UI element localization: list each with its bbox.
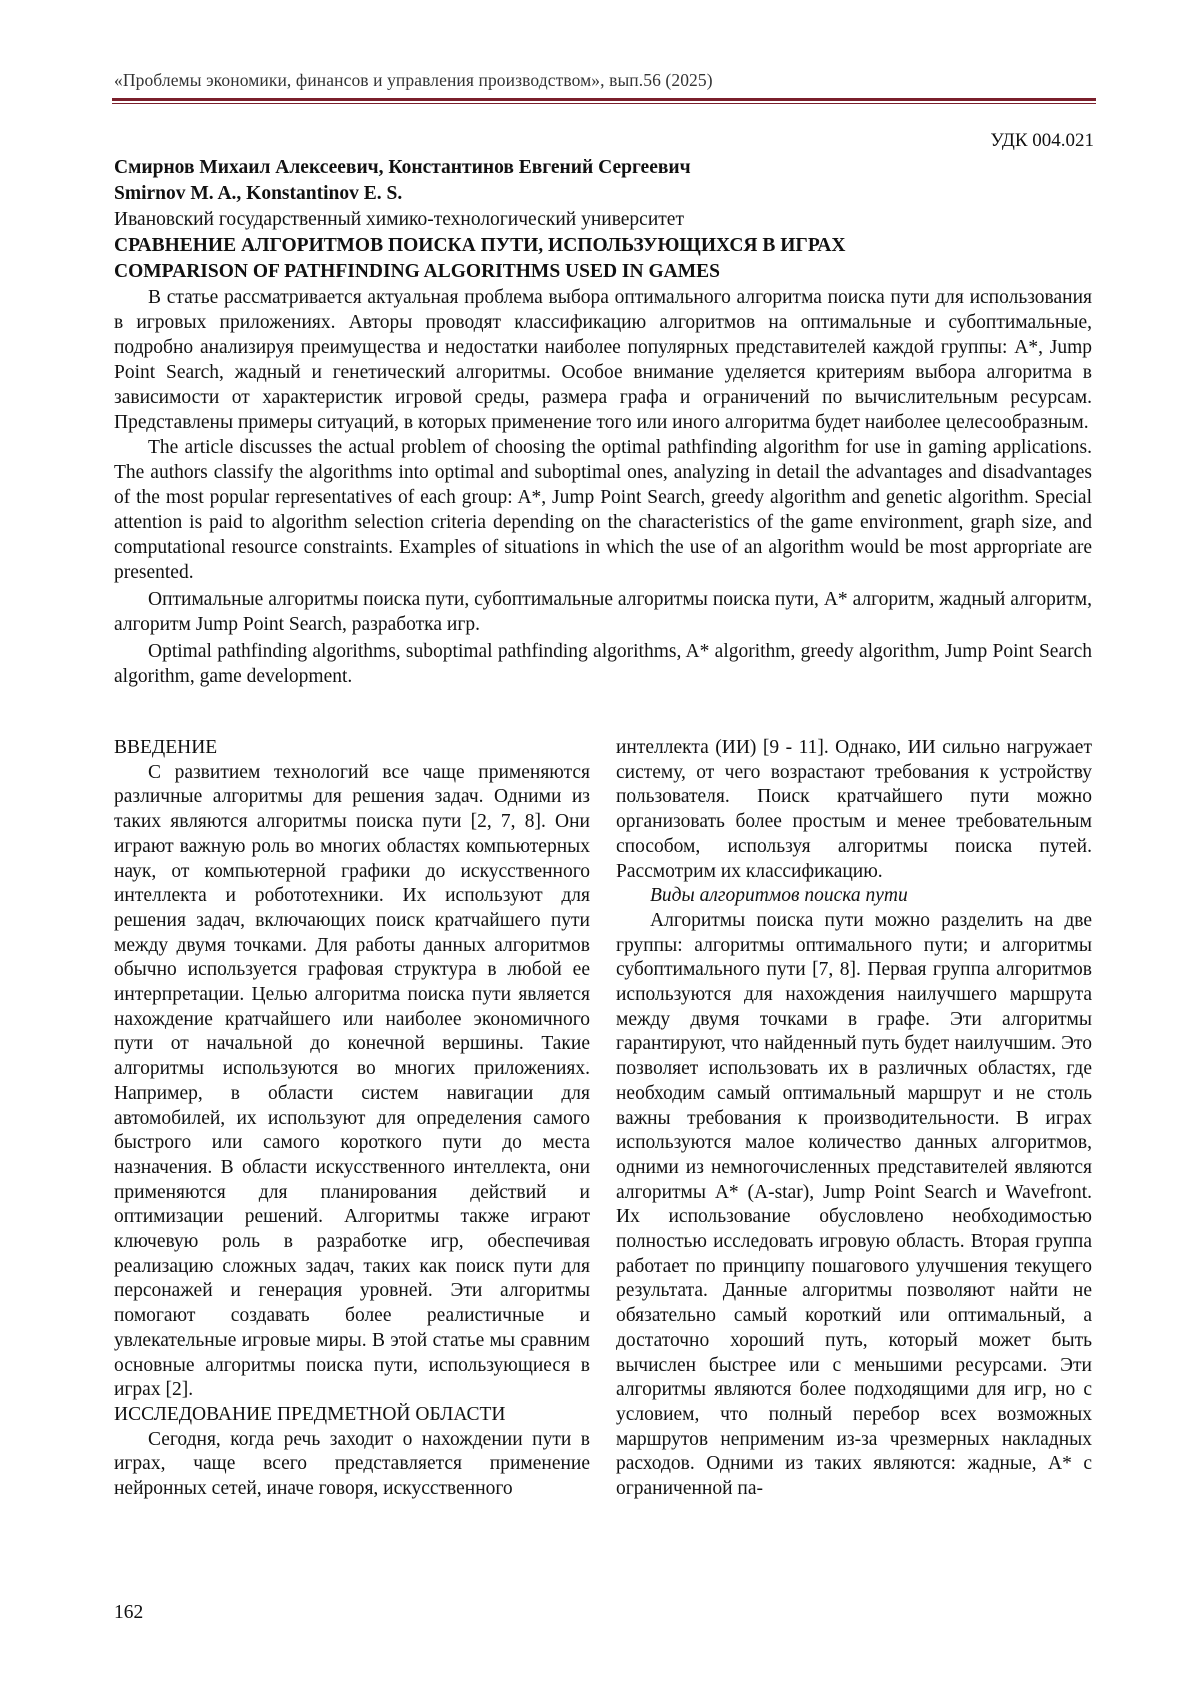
- section-heading-research: ИССЛЕДОВАНИЕ ПРЕДМЕТНОЙ ОБЛАСТИ: [114, 1403, 506, 1425]
- subheading-algorithm-types: Виды алгоритмов поиска пути: [650, 885, 908, 907]
- journal-header: «Проблемы экономики, финансов и управления производством», вып.56 (2025): [114, 70, 713, 90]
- affiliation: Ивановский государственный химико-технологический университет: [114, 209, 684, 230]
- header-rule: [112, 98, 1096, 101]
- right-column: [616, 736, 1092, 1502]
- introduction-paragraph: С развитием технологий все чаще применяются различные алгоритмы для решения задач. Одними из таких являются алгоритмы поиска пути [2, 7, 8]. Они играют важную роль во многих областях компьютерных наук, от компьютерной графики до искусственного интеллекта и робототехники. Их используют для решения задач, включающих поиск кратчайшего пути между двумя точками. Для работы данных алгоритмов обычно используется графовая структура в любой ее интерпретации. Целью алгоритма поиска пути является нахождение кратчайшего или наиболее экономичного пути от начальной до конечной вершины. Такие алгоритмы используются во многих приложениях. Например, в области систем навигации для автомобилей, их используют для определения самого быстрого или самого короткого пути до места назначения. В области искусственного интеллекта, они применяются для планирования действий и оптимизации решений. Алгоритмы также играют ключевую роль в разработке игр, обеспечивая реализацию сложных задач, таких как поиск пути для персонажей и генерация уровней. Эти алгоритмы помогают создавать более реалистичные и увлекательные игровые миры. В этой статье мы сравним основные алгоритмы поиска пути, использующиеся в играх [2].: [114, 761, 590, 1401]
- keywords-en: Optimal pathfinding algorithms, suboptimal pathfinding algorithms, A* algorithm, greedy algorithm, Jump Point Search algorithm, game development.: [114, 641, 1092, 687]
- research-paragraph: Сегодня, когда речь заходит о нахождении пути в играх, чаще всего представляется применение нейронных сетей, иначе говоря, искусственного: [114, 1428, 590, 1500]
- page-number: 162: [114, 1602, 144, 1623]
- algorithm-types-paragraph: Алгоритмы поиска пути можно разделить на две группы: алгоритмы оптимального пути; и алгоритмы субоптимального пути [7, 8]. Первая группа алгоритмов используются для нахождения наилучшего маршрута между двумя точками в графе. Эти алгоритмы гарантируют, что найденный путь будет наилучшим. Это позволяет использовать их в различных областях, где необходим самый оптимальный маршрут и не столь важны требования к производительности. В играх используются малое количество данных алгоритмов, одними из немногочисленных представителей являются алгоритмы A* (A-star), Jump Point Search и Wavefront. Их использование обусловлено необходимостью полностью исследовать игровую область. Вторая группа работает по принципу пошагового улучшения текущего результата. Данные алгоритмы позволяют найти не обязательно самый короткий или оптимальный, а достаточно хороший путь, который может быть вычислен быстрее или с меньшими ресурсами. Эти алгоритмы являются более подходящими для игр, но с условием, что полный перебор всех возможных маршрутов неприменим из-за чрезмерных накладных расходов. Одними из таких являются: жадные, A* с ограниченной па-: [616, 909, 1092, 1500]
- keywords-ru: Оптимальные алгоритмы поиска пути, субоптимальные алгоритмы поиска пути, A* алгоритм, жадный алгоритм, алгоритм Jump Point Search, разработка игр.: [114, 589, 1092, 635]
- title-en: COMPARISON OF PATHFINDING ALGORITHMS USED IN GAMES: [114, 261, 720, 282]
- research-paragraph-continued: интеллекта (ИИ) [9 - 11]. Однако, ИИ сильно нагружает систему, от чего возрастают требования к устройству пользователя. Поиск кратчайшего пути можно организовать более простым и менее требовательным способом, используя алгоритмы поиска путей. Рассмотрим их классификацию.: [616, 737, 1092, 882]
- left-column: [114, 736, 590, 1502]
- abstract-en: The article discusses the actual problem of choosing the optimal pathfinding algorithm for use in gaming applications. The authors classify the algorithms into optimal and suboptimal ones, analyzing in detail the advantages and disadvantages of the most popular representatives of each group: A*, Jump Point Search, greedy algorithm and genetic algorithm. Special attention is paid to algorithm selection criteria depending on the characteristics of the game environment, graph size, and computational resource constraints. Examples of situations in which the use of an algorithm would be most appropriate are presented.: [114, 437, 1092, 583]
- section-heading-introduction: ВВЕДЕНИЕ: [114, 737, 218, 758]
- abstract-ru: В статье рассматривается актуальная проблема выбора оптимального алгоритма поиска пути для использования в игровых приложениях. Авторы проводят классификацию алгоритмов на оптимальные и субоптимальные, подробно анализируя преимущества и недостатки наиболее популярных представителей каждой группы: A*, Jump Point Search, жадный и генетический алгоритмы. Особое внимание уделяется критериям выбора алгоритма в зависимости от характеристик игровой среды, размера графа и ограничений по вычислительным ресурсам. Представлены примеры ситуаций, в которых применение того или иного алгоритма будет наиболее целесообразным.: [114, 287, 1092, 433]
- authors-en: Smirnov M. A., Konstantinov E. S.: [114, 183, 403, 204]
- title-ru: СРАВНЕНИЕ АЛГОРИТМОВ ПОИСКА ПУТИ, ИСПОЛЬЗУЮЩИХСЯ В ИГРАХ: [114, 235, 846, 256]
- header-rule-thin: [112, 103, 1096, 104]
- abstract-block: [114, 285, 1092, 689]
- article-front-matter: [114, 155, 1092, 689]
- authors-ru: Смирнов Михаил Алексеевич, Константинов Евгений Сергеевич: [114, 157, 691, 178]
- udk-code: УДК 004.021: [990, 130, 1094, 151]
